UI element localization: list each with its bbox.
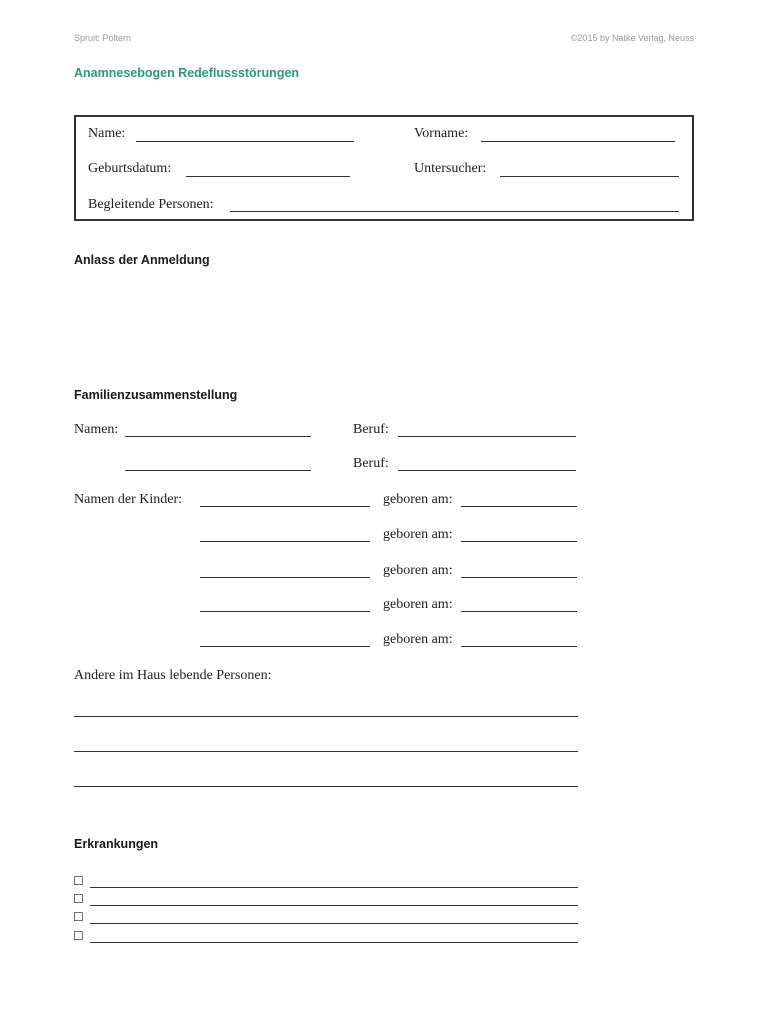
erkrankung-line-2[interactable]	[90, 891, 578, 906]
geboren-field-3[interactable]	[461, 563, 577, 578]
erkrankung-line-1[interactable]	[90, 873, 578, 888]
anlass-heading: Anlass der Anmeldung	[74, 253, 210, 267]
geburtsdatum-field[interactable]	[186, 162, 350, 177]
familie-heading: Familienzusammenstellung	[74, 388, 238, 402]
andere-personen-line-2[interactable]	[74, 737, 578, 752]
geboren-label-5: geboren am:	[383, 632, 453, 647]
erkrankungen-heading: Erkrankungen	[74, 837, 159, 851]
geburtsdatum-label: Geburtsdatum:	[88, 161, 172, 176]
form-title: Anamnesebogen Redeflussstörungen	[74, 66, 300, 80]
kind-name-field-5[interactable]	[200, 632, 370, 647]
kind-name-field-4[interactable]	[200, 597, 370, 612]
beruf-field-1[interactable]	[398, 422, 576, 437]
beruf-label-1: Beruf:	[353, 422, 389, 437]
geboren-field-4[interactable]	[461, 597, 577, 612]
eltern-name-field-1[interactable]	[125, 422, 311, 437]
erkrankung-checkbox-2[interactable]: ☐	[73, 892, 84, 906]
geboren-field-5[interactable]	[461, 632, 577, 647]
begleitende-personen-field[interactable]	[230, 197, 679, 212]
erkrankung-checkbox-1[interactable]: ☐	[73, 874, 84, 888]
untersucher-field[interactable]	[500, 162, 679, 177]
beruf-field-2[interactable]	[398, 456, 576, 471]
header-right-text: ©2015 by Natke Verlag, Neuss	[570, 33, 694, 43]
erkrankung-checkbox-3[interactable]: ☐	[73, 910, 84, 924]
begleitende-personen-label: Begleitende Personen:	[88, 197, 214, 212]
eltern-namen-label: Namen:	[74, 422, 119, 437]
andere-personen-label: Andere im Haus lebende Personen:	[74, 668, 272, 683]
kind-name-field-2[interactable]	[200, 527, 370, 542]
geboren-label-1: geboren am:	[383, 492, 453, 507]
andere-personen-line-1[interactable]	[74, 702, 578, 717]
kinder-namen-label: Namen der Kinder:	[74, 492, 183, 507]
beruf-label-2: Beruf:	[353, 456, 389, 471]
geboren-field-2[interactable]	[461, 527, 577, 542]
name-field[interactable]	[136, 127, 354, 142]
eltern-name-field-2[interactable]	[125, 456, 311, 471]
andere-personen-line-3[interactable]	[74, 772, 578, 787]
kind-name-field-3[interactable]	[200, 563, 370, 578]
geboren-label-3: geboren am:	[383, 563, 453, 578]
anlass-text-area[interactable]	[74, 276, 694, 376]
geboren-label-2: geboren am:	[383, 527, 453, 542]
erkrankung-line-3[interactable]	[90, 909, 578, 924]
untersucher-label: Untersucher:	[414, 161, 487, 176]
erkrankung-line-4[interactable]	[90, 928, 578, 943]
vorname-label: Vorname:	[414, 126, 469, 141]
kind-name-field-1[interactable]	[200, 492, 370, 507]
name-label: Name:	[88, 126, 126, 141]
geboren-field-1[interactable]	[461, 492, 577, 507]
vorname-field[interactable]	[481, 127, 675, 142]
erkrankung-checkbox-4[interactable]: ☐	[73, 929, 84, 943]
geboren-label-4: geboren am:	[383, 597, 453, 612]
header-left-text: Spruit: Poltern	[74, 33, 132, 43]
